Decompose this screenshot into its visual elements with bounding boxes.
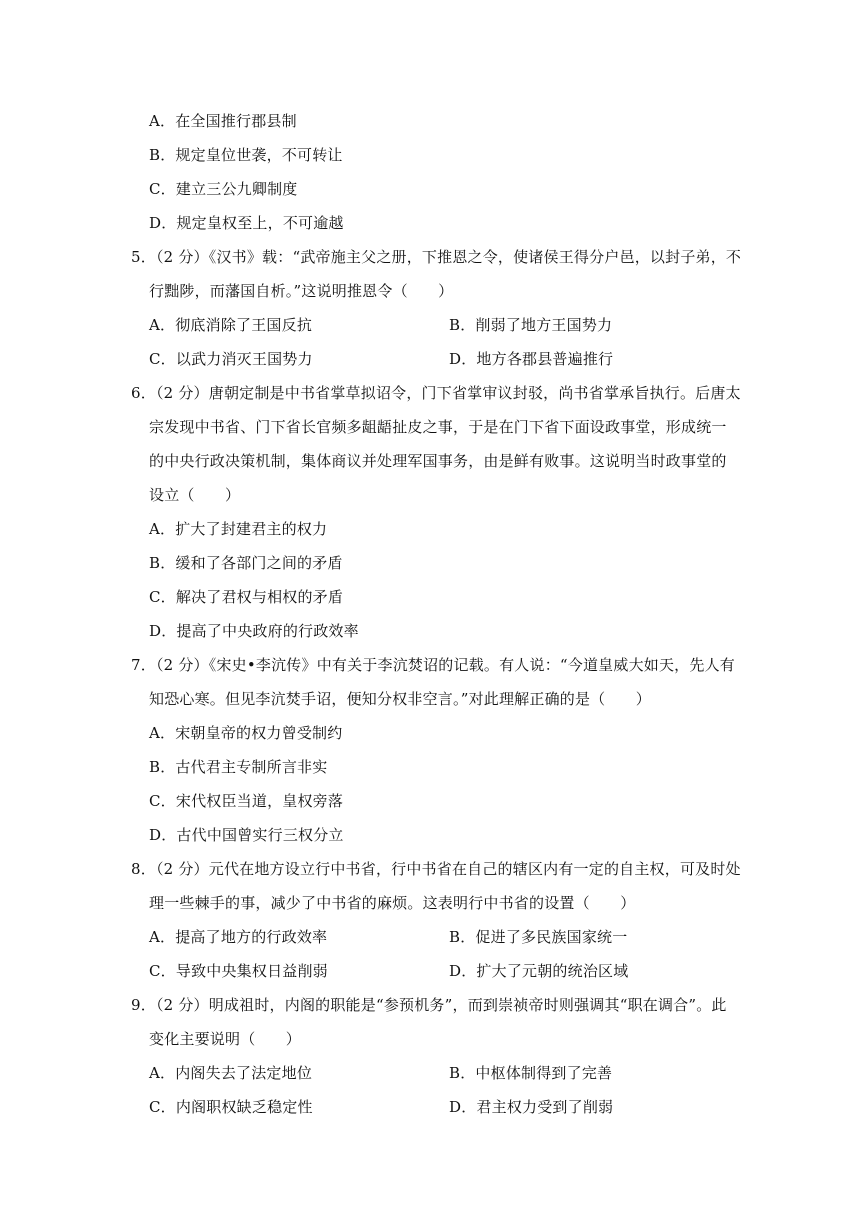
q6-option-a: A．扩大了封建君主的权力	[149, 520, 328, 538]
q8-option-d: D．扩大了元朝的统治区域	[449, 962, 629, 980]
q4-option-a: A．在全国推行郡县制	[149, 112, 297, 130]
q6-option-d: D．提高了中央政府的行政效率	[149, 622, 359, 640]
q5-option-a: A．彻底消除了王国反抗	[149, 316, 313, 334]
q5-option-c: C．以武力消灭王国势力	[149, 350, 313, 368]
q7-option-a: A．宋朝皇帝的权力曾受制约	[149, 724, 343, 742]
q7-stem-line2: 知恐心寒。但见李沆焚手诏，便知分权非空言。”对此理解正确的是（ ）	[149, 690, 651, 708]
q7-option-b: B．古代君主专制所言非实	[149, 758, 328, 776]
q5-option-d: D．地方各郡县普遍推行	[449, 350, 614, 368]
q7-option-c: C．宋代权臣当道，皇权旁落	[149, 792, 344, 810]
q6-stem-line1: 6．（2 分）唐朝定制是中书省掌草拟诏令，门下省掌审议封驳，尚书省掌承旨执行。后唐太	[131, 384, 741, 402]
q8-stem-line2: 理一些棘手的事，减少了中书省的麻烦。这表明行中书省的设置（ ）	[149, 894, 636, 912]
q4-option-c: C．建立三公九卿制度	[149, 180, 298, 198]
q9-option-a: A．内阁失去了法定地位	[149, 1064, 313, 1082]
q9-option-c: C．内阁职权缺乏稳定性	[149, 1098, 313, 1116]
q6-option-b: B．缓和了各部门之间的矛盾	[149, 554, 343, 572]
q9-stem-line2: 变化主要说明（ ）	[149, 1030, 302, 1048]
q7-stem-line1: 7．（2 分）《宋史•李沆传》中有关于李沆焚诏的记载。有人说：“今道皇威大如天，先人有	[131, 656, 735, 674]
q6-option-c: C．解决了君权与相权的矛盾	[149, 588, 344, 606]
q6-stem-line4: 设立（ ）	[149, 486, 241, 504]
q8-stem-line1: 8．（2 分）元代在地方设立行中书省，行中书省在自己的辖区内有一定的自主权，可及时处	[131, 860, 741, 878]
q8-option-c: C．导致中央集权日益削弱	[149, 962, 328, 980]
q6-stem-line3: 的中央行政决策机制，集体商议并处理军国事务，由是鲜有败事。这说明当时政事堂的	[149, 452, 727, 470]
q6-stem-line2: 宗发现中书省、门下省长官频多龃龉扯皮之事，于是在门下省下面设政事堂，形成统一	[149, 418, 727, 436]
q4-option-d: D．规定皇权至上，不可逾越	[149, 214, 344, 232]
q5-stem-line2: 行黜陟，而藩国自析。”这说明推恩令（ ）	[149, 282, 454, 300]
q9-stem-line1: 9．（2 分）明成祖时，内阁的职能是“参预机务”，而到崇祯帝时则强调其“职在调合”。此	[131, 996, 727, 1014]
q8-option-b: B．促进了多民族国家统一	[449, 928, 628, 946]
q4-option-b: B．规定皇位世袭，不可转让	[149, 146, 343, 164]
q5-option-b: B．削弱了地方王国势力	[449, 316, 613, 334]
q9-option-d: D．君主权力受到了削弱	[449, 1098, 614, 1116]
q7-option-d: D．古代中国曾实行三权分立	[149, 826, 344, 844]
q9-option-b: B．中枢体制得到了完善	[449, 1064, 613, 1082]
q8-option-a: A．提高了地方的行政效率	[149, 928, 328, 946]
q5-stem-line1: 5．（2 分）《汉书》载：“武帝施主父之册，下推恩之令，使诸侯王得分户邑，以封子弟，不	[131, 248, 742, 266]
